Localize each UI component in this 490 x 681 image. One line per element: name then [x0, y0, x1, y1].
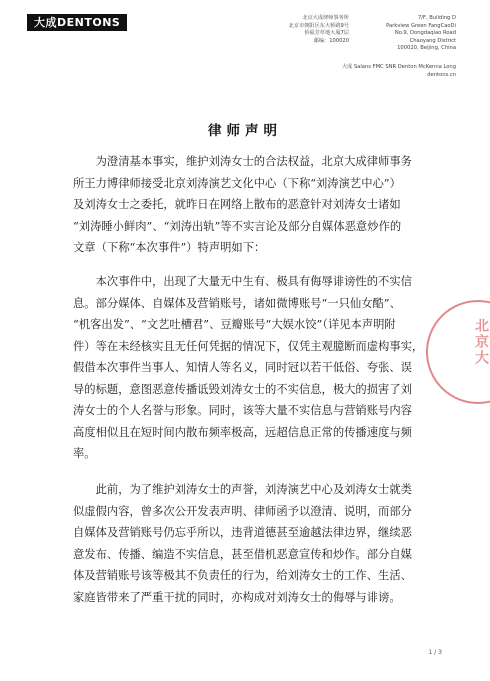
address-chinese [283, 15, 349, 45]
address-line: Parkview Green FangCaoDi [386, 22, 456, 29]
text-line: 导的标题，意图恶意传播诋毁刘涛女士的不实信息，极大的损害了刘 [73, 382, 412, 396]
page-number: 1 / 3 [428, 649, 442, 656]
address-line: 100020, Beijing, China [397, 45, 456, 52]
text-line: 似虚假内容，曾多次公开发表声明、律师函予以澄清、说明，而部分 [73, 504, 412, 518]
address-line: No.9, Dongdaqiao Road [394, 30, 456, 37]
text-line: 高度相似且在短时间内散布频率极高，远超信息正常的传播速度与频 [73, 425, 412, 439]
text-line: 家庭皆带来了严重干扰的同时，亦构成对刘涛女士的侮辱与诽谤。 [73, 590, 401, 604]
text-line: “刘涛睡小鲜肉”、“刘涛出轨”等不实言论及部分自媒体恶意炒作的 [73, 219, 402, 233]
text-line: 件）等在未经核实且无任何凭据的情况下，仅凭主观臆断而虚构事实， [73, 339, 424, 353]
address-line: 7/F, Building D [417, 15, 456, 21]
website-link[interactable]: dentons.cn [427, 71, 456, 78]
text-line: 及刘涛女士之委托，就昨日在网络上散布的恶意针对刘涛女士诸如 [73, 198, 401, 211]
text-line: 本次事件中，出现了大量无中生有、极具有侮辱诽谤性的不实信 [95, 275, 412, 288]
seal-text: 北京大 [473, 318, 489, 366]
text-line: 文章（下称“本次事件”）特声明如下： [73, 241, 266, 254]
text-line: 假借本次事件当事人、知情人等名义，同时冠以若干低俗、夸张、误 [73, 361, 412, 374]
address-line: 北京市朝阳区东大桥路9号 [288, 22, 349, 29]
text-line: “机客出发”、“文艺吐槽君”、豆瓣账号“大娱水饺”（详见本声明附 [73, 318, 396, 331]
text-line: 所王力博律师接受北京刘涛演艺文化中心（下称“刘涛演艺中心”） [73, 176, 401, 190]
tagline-line: 大成 Salans FMC SNR Denton McKenna Long [341, 64, 456, 70]
address-english [364, 15, 456, 53]
text-line: 自媒体及营销账号仍忘乎所以，违背道德甚至逾越法律边界，继续恶 [73, 526, 412, 539]
firm-tagline [300, 64, 456, 79]
paragraph-intro [73, 151, 433, 259]
address-line: Chaoyang District [409, 37, 456, 44]
address-line: 北京大成律师事务所 [302, 15, 349, 21]
text-line: 息。部分媒体、自媒体及营销账号，诸如微博账号“一只仙女酷”、 [73, 296, 401, 310]
paragraph-previous [73, 479, 433, 608]
address-line: 邮编：100020 [313, 37, 349, 44]
text-line: 此前，为了维护刘涛女士的声誉，刘涛演艺中心及刘涛女士就类 [95, 483, 412, 496]
text-line: 意发布、传播、编造不实信息，甚至借机恶意宣传和炒作。部分自媒 [73, 547, 412, 561]
text-line: 为澄清基本事实，维护刘涛女士的合法权益，北京大成律师事务 [95, 155, 412, 168]
address-line: 侨福芳草地大厦7层 [304, 30, 349, 37]
paragraph-incident [73, 271, 433, 465]
document-title: 律师声明 [208, 123, 282, 139]
text-line: 涛女士的个人名誉与形象。同时，该等大量不实信息与营销账号内容 [73, 404, 412, 417]
text-line: 率。 [73, 447, 96, 460]
text-line: 体及营销账号该等极其不负责任的行为，给刘涛女士的工作、生活、 [73, 569, 412, 582]
dentons-logo: 大成DENTONS [27, 14, 127, 31]
